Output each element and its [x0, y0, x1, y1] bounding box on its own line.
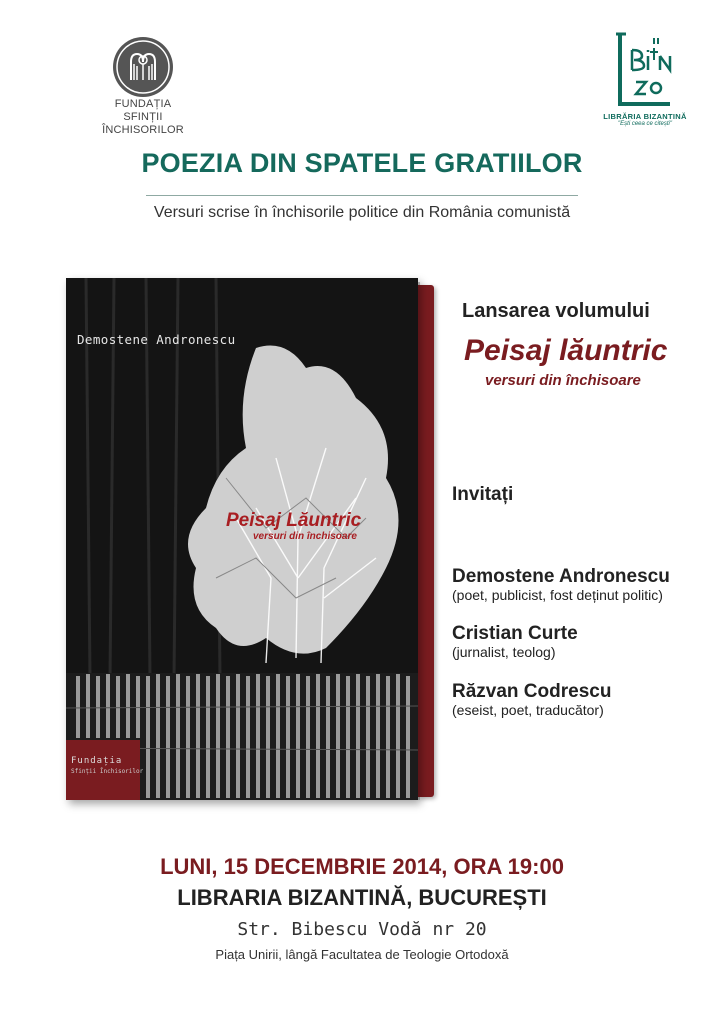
foundation-logo	[88, 36, 198, 137]
launch-book-subtitle: versuri din închisoare	[485, 372, 641, 389]
event-landmark: Piața Unirii, lângă Facultatea de Teologie Ortodoxă	[215, 947, 509, 962]
bizantina-name: LIBRĂRIA BIZANTINĂ	[603, 112, 687, 121]
cover-artwork	[66, 278, 418, 800]
cover-publisher-subname: Sfinții Închisorilor	[71, 768, 144, 775]
foundation-name-line1: FUNDAȚIA	[114, 98, 172, 110]
guest-name: Răzvan Codrescu	[452, 681, 612, 702]
bizantina-logo	[590, 30, 700, 127]
page-title: POEZIA DIN SPATELE GRATIILOR	[141, 148, 583, 178]
title-divider	[146, 195, 578, 196]
launch-label: Lansarea volumului	[462, 300, 650, 322]
guest-role: (poet, publicist, fost deținut politic)	[452, 587, 663, 603]
cover-author: Demostene Andronescu	[77, 332, 236, 347]
cover-title: Peisaj Lăuntric	[226, 510, 362, 531]
foundation-name-line2: SFINȚII ÎNCHISORILOR	[102, 111, 184, 136]
launch-book-title: Peisaj lăuntric	[464, 334, 668, 367]
book-spine	[418, 285, 434, 797]
guest-name: Cristian Curte	[452, 623, 578, 644]
guests-heading: Invitați	[452, 484, 514, 505]
guest-role: (eseist, poet, traducător)	[452, 702, 604, 718]
bizantina-motto: "Ești ceea ce citești"	[618, 121, 672, 127]
page-subtitle: Versuri scrise în închisorile politice din România comunistă	[153, 204, 571, 221]
guest-role: (jurnalist, teolog)	[452, 644, 556, 660]
event-venue: LIBRARIA BIZANTINĂ, BUCUREȘTI	[177, 885, 547, 910]
bizantina-logo-icon	[612, 30, 678, 110]
cover-subtitle: versuri din închisoare	[253, 531, 357, 542]
foundation-emblem-icon	[112, 36, 174, 98]
event-street-address: Str. Bibescu Vodă nr 20	[237, 919, 487, 940]
event-date: LUNI, 15 DECEMBRIE 2014, ORA 19:00	[160, 854, 564, 879]
book-cover	[66, 278, 418, 800]
guest-name: Demostene Andronescu	[452, 566, 670, 587]
cover-publisher-name: Fundația	[71, 756, 123, 766]
